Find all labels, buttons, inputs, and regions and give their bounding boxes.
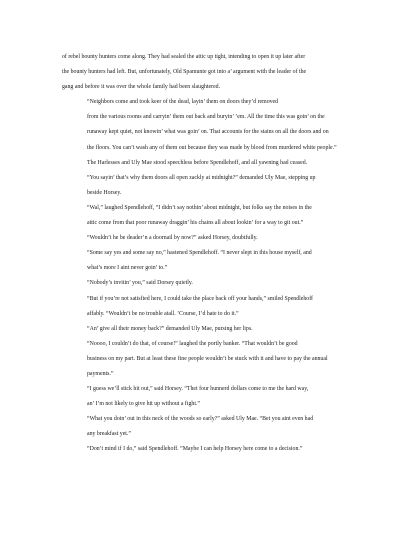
paragraph: [62, 231, 364, 246]
text-line: “Don’t mind if I do,” said Spendlehoff. “Maybe I can help Horsey here come to a decision.”: [87, 446, 303, 453]
text-line: from the various rooms and carryin’ them out back and buryin’ ’em. All the time this was goin’ on the: [87, 114, 325, 121]
text-line: “I guess we’ll stick hit out,” said Horsey. “Thet four hunnerd dollars come to me the hard way,: [87, 386, 309, 393]
paragraph: [62, 412, 364, 442]
text-line: runaway kept quiet, not knowin’ what was goin’ on. That accounts for the stains on all the doors and on: [87, 129, 329, 136]
text-line: business on my part. But at least these fine people wouldn’t be stuck with it and have to pay the annual: [87, 355, 328, 362]
text-line: “Some say yes and some say no,” hastened Spendlehoff. “I never slept in this house myself, and: [87, 250, 312, 257]
text-line: the bounty hunters had left. But, unfortunately, Old Spamunte got into a’ argument with the leader of the: [62, 69, 307, 76]
text-line: gang and before it was over the whole family had been slaughtered.: [62, 84, 221, 91]
text-line: “An’ give all their money back?” demanded Uly Mae, pursing her lips.: [87, 325, 253, 332]
text-line: an’ I’m not likely to give hit up without a fight.”: [87, 401, 201, 408]
paragraph: [62, 292, 364, 322]
paragraph: [62, 276, 364, 291]
text-line: affably. “Wouldn’t be no trouble atall. ’Course, I’d hate to do it.”: [87, 310, 239, 317]
paragraph: [62, 246, 364, 276]
text-line: the floors. You can’t wash any of them out because they was made by blood from murdered white people.”: [87, 144, 337, 151]
paragraph: [62, 322, 364, 337]
paragraph: [62, 95, 364, 155]
text-line: “Neighbors come and took keer of the dead, layin’ them on doors they’d removed: [87, 99, 279, 106]
text-line: “Nobody’s invitin’ you,” said Dorsey quietly.: [87, 280, 193, 287]
text-line: what’s more I aint never goin’ to.”: [87, 265, 168, 272]
text-line: “What you doin’ out in this neck of the woods so early?” asked Uly Mae. “Bet you aint even had: [87, 416, 314, 423]
paragraph: [62, 50, 364, 95]
paragraph: [62, 442, 364, 457]
text-line: “You sayin’ that’s why them doors all open zackly at midnight?” demanded Uly Mae, stepping up: [87, 174, 316, 181]
text-line: payments.”: [87, 370, 114, 377]
paragraph: [62, 156, 364, 171]
paragraph: [62, 201, 364, 231]
text-line: of rebel bounty hunters come along. They had sealed the attic up tight, intending to open it up later after: [62, 54, 306, 60]
text-line: attic come from that poor runaway draggin’ his chains all about lookin’ for a way to git out.”: [87, 220, 304, 227]
text-line: “But if you’re not satisfied here, I could take the place back off your hands,” smiled Spendlehoff: [87, 295, 313, 302]
paragraph: [62, 337, 364, 382]
text-line: “Noooo, I couldn’t do that, of course!” laughed the portly banker. “That wouldn’t be good: [87, 340, 298, 347]
text-line: “Wal,” laughed Spendlehoff, “I didn’t say nothin’ about midnight, but folks say the noises in the: [87, 204, 312, 211]
text-line: “Wouldn’t he be deader’n a doornail by now?” asked Horsey, doubtfully.: [87, 235, 258, 242]
text-line: The Harlesses and Uly Mae stood speechless before Spendlehoff, and all yawning had ceased.: [87, 159, 308, 166]
body-text: [62, 50, 364, 458]
text-line: beside Horsey.: [87, 189, 122, 196]
paragraph: [62, 171, 364, 201]
text-line: any breakfast yet.”: [87, 431, 131, 438]
paragraph: [62, 382, 364, 412]
